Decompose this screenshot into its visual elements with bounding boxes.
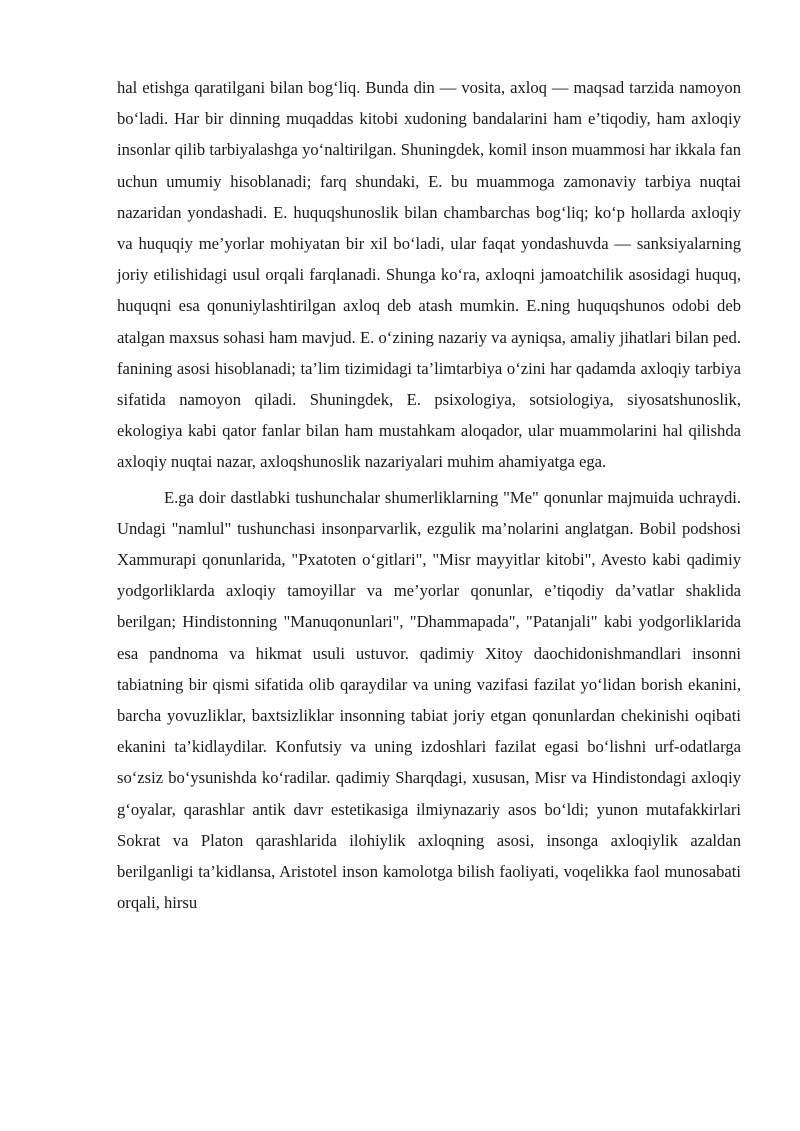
paragraph-continuation: hal etishga qaratilgani bilan bog‘liq. Bunda din — vosita, axloq — maqsad tarzida namoyon bo‘ladi. Har bir dinning muqaddas kitobi xudoning bandalarini ham e’tiqodiy, ham axloqiy insonlar qilib tarbiyalashga yo‘naltirilgan. Shuningdek, komil inson muammosi har ikkala fan uchun umumiy hisoblanadi; farq shundaki, E. bu muammoga zamonaviy tarbiya nuqtai nazaridan yondashadi. E. huquqshunoslik bilan chambarchas bog‘liq; ko‘p hollarda axloqiy va huquqiy me’yorlar mohiyatan bir xil bo‘ladi, ular faqat yondashuvda — sanksiyalarning joriy etilishidagi usul orqali farqlanadi. Shunga ko‘ra, axloqni jamoatchilik asosidagi huquq, huquqni esa qonuniylashtirilgan axloq deb atash mumkin. E.ning huquqshunos odobi deb atalgan maxsus sohasi ham mavjud. E. o‘zining nazariy va ayniqsa, amaliy jihatlari bilan ped. fanining asosi hisoblanadi; ta’lim tizimidagi ta’limtarbiya o‘zini har qadamda axloqiy tarbiya sifatida namoyon qiladi. Shuningdek, E. psixologiya, sotsiologiya, siyosatshunoslik, ekologiya kabi qator fanlar bilan ham mustahkam aloqador, ular muammolarini hal qilishda axloqiy nuqtai nazar, axloqshunoslik nazariyalari muhim ahamiyatga ega. bbox=[117, 78, 741, 472]
body-text bbox=[117, 72, 741, 918]
paragraph-origins: E.ga doir dastlabki tushunchalar shumerliklarning "Me" qonunlar majmuida uchraydi. Undagi "namlul" tushunchasi insonparvarlik, ezgulik ma’nolarini anglatgan. Bobil podshosi Xammurapi qonunlarida, "Pxatoten o‘gitlari", "Misr mayyitlar kitobi", Avesto kabi qadimiy yodgorliklarda axloqiy tamoyillar va me’yorlar qonunlar, e’tiqodiy da’vatlar shaklida berilgan; Hindistonning "Manuqonunlari", "Dhammapada", "Patanjali" kabi yodgorliklarida esa pandnoma va hikmat usuli ustuvor. qadimiy Xitoy daochidonishmandlari insonni tabiatning bir qismi sifatida olib qaraydilar va uning vazifasi fazilat yo‘lidan borish ekanini, barcha yovuzliklar, baxtsizliklar insonning tabiat joriy etgan qonunlardan chekinishi oqibati ekanini ta’kidlaydilar. Konfutsiy va uning izdoshlari fazilat egasi bo‘lishni urf-odatlarga so‘zsiz bo‘ysunishda ko‘radilar. qadimiy Sharqdagi, xususan, Misr va Hindistondagi axloqiy g‘oyalar, qarashlar antik davr estetikasiga ilmiynazariy asos bo‘ldi; yunon mutafakkirlari Sokrat va Platon qarashlarida ilohiylik axloqning asosi, insonga axloqiylik azaldan berilganligi ta’kidlansa, Aristotel inson kamolotga bilish faoliyati, voqelikka faol munosabati orqali, hirsu bbox=[117, 487, 741, 913]
